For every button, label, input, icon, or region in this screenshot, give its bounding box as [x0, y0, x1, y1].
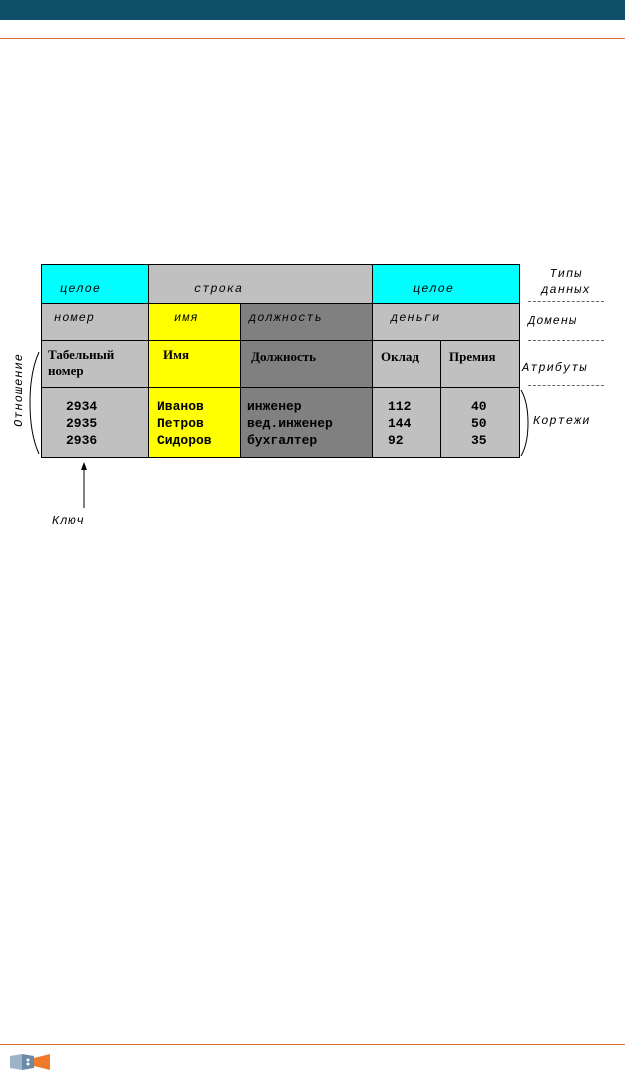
label-data-types: Типы данных [541, 267, 591, 297]
attr-bonus-cell [440, 340, 520, 388]
tuple-position-3: бухгалтер [247, 433, 318, 448]
domain-name-cell [148, 303, 241, 341]
domain-position-cell [240, 303, 373, 341]
type-string: строка [194, 282, 244, 296]
attr-position-cell [240, 340, 373, 388]
relation-brace-icon [27, 350, 41, 456]
label-domains: Домены [528, 314, 578, 328]
tuple-name-2: Петров [157, 416, 204, 431]
attr-salary-cell [372, 340, 441, 388]
key-arrow-icon [77, 462, 91, 510]
label-relation: Отношение [12, 353, 26, 427]
tuple-number-1: 2934 [66, 399, 98, 414]
label-attributes: Атрибуты [522, 361, 588, 375]
attr-position: Должность [251, 349, 317, 364]
domain-number: номер [54, 311, 96, 325]
label-key: Ключ [52, 514, 85, 528]
tuple-salary-1: 112 [388, 399, 412, 414]
attr-name-cell [148, 340, 241, 388]
domain-name: имя [174, 311, 199, 325]
domain-number-cell [41, 303, 149, 341]
separator-2 [528, 340, 604, 341]
attr-salary: Оклад [381, 349, 419, 364]
tuples-bonus-cell [440, 387, 520, 458]
tuples-salary-cell [372, 387, 441, 458]
type-int-1: целое [60, 282, 102, 296]
publisher-logo-icon [8, 1052, 54, 1072]
domain-money-cell [372, 303, 520, 341]
attr-tab-number-cell [41, 340, 149, 388]
tuples-brace-icon [519, 388, 531, 458]
tuples-position-cell [240, 387, 373, 458]
label-tuples: Кортежи [533, 414, 591, 428]
tuple-position-1: инженер [247, 399, 302, 414]
attr-name: Имя [163, 347, 189, 362]
tuples-name-cell [148, 387, 241, 458]
domain-position: должность [249, 311, 323, 325]
type-int-cell-2 [372, 264, 520, 304]
separator-3 [528, 385, 604, 386]
type-int-2: целое [413, 282, 455, 296]
tuple-bonus-2: 50 [471, 416, 487, 431]
type-string-cell [148, 264, 373, 304]
attr-tab-number: Табельный номер [48, 347, 115, 378]
tuple-name-1: Иванов [157, 399, 204, 414]
attr-bonus: Премия [449, 349, 496, 364]
tuples-number-cell [41, 387, 149, 458]
separator-1 [528, 301, 604, 302]
tuple-bonus-3: 35 [471, 433, 487, 448]
tuple-name-3: Сидоров [157, 433, 212, 448]
tuple-position-2: вед.инженер [247, 416, 333, 431]
tuple-number-2: 2935 [66, 416, 98, 431]
header-bar [0, 0, 625, 20]
footer-rule [0, 1044, 625, 1045]
tuple-number-3: 2936 [66, 433, 98, 448]
tuple-bonus-1: 40 [471, 399, 487, 414]
tuple-salary-2: 144 [388, 416, 412, 431]
type-int-cell-1 [41, 264, 149, 304]
tuple-salary-3: 92 [388, 433, 404, 448]
domain-money: деньги [391, 311, 441, 325]
header-rule [0, 38, 625, 39]
